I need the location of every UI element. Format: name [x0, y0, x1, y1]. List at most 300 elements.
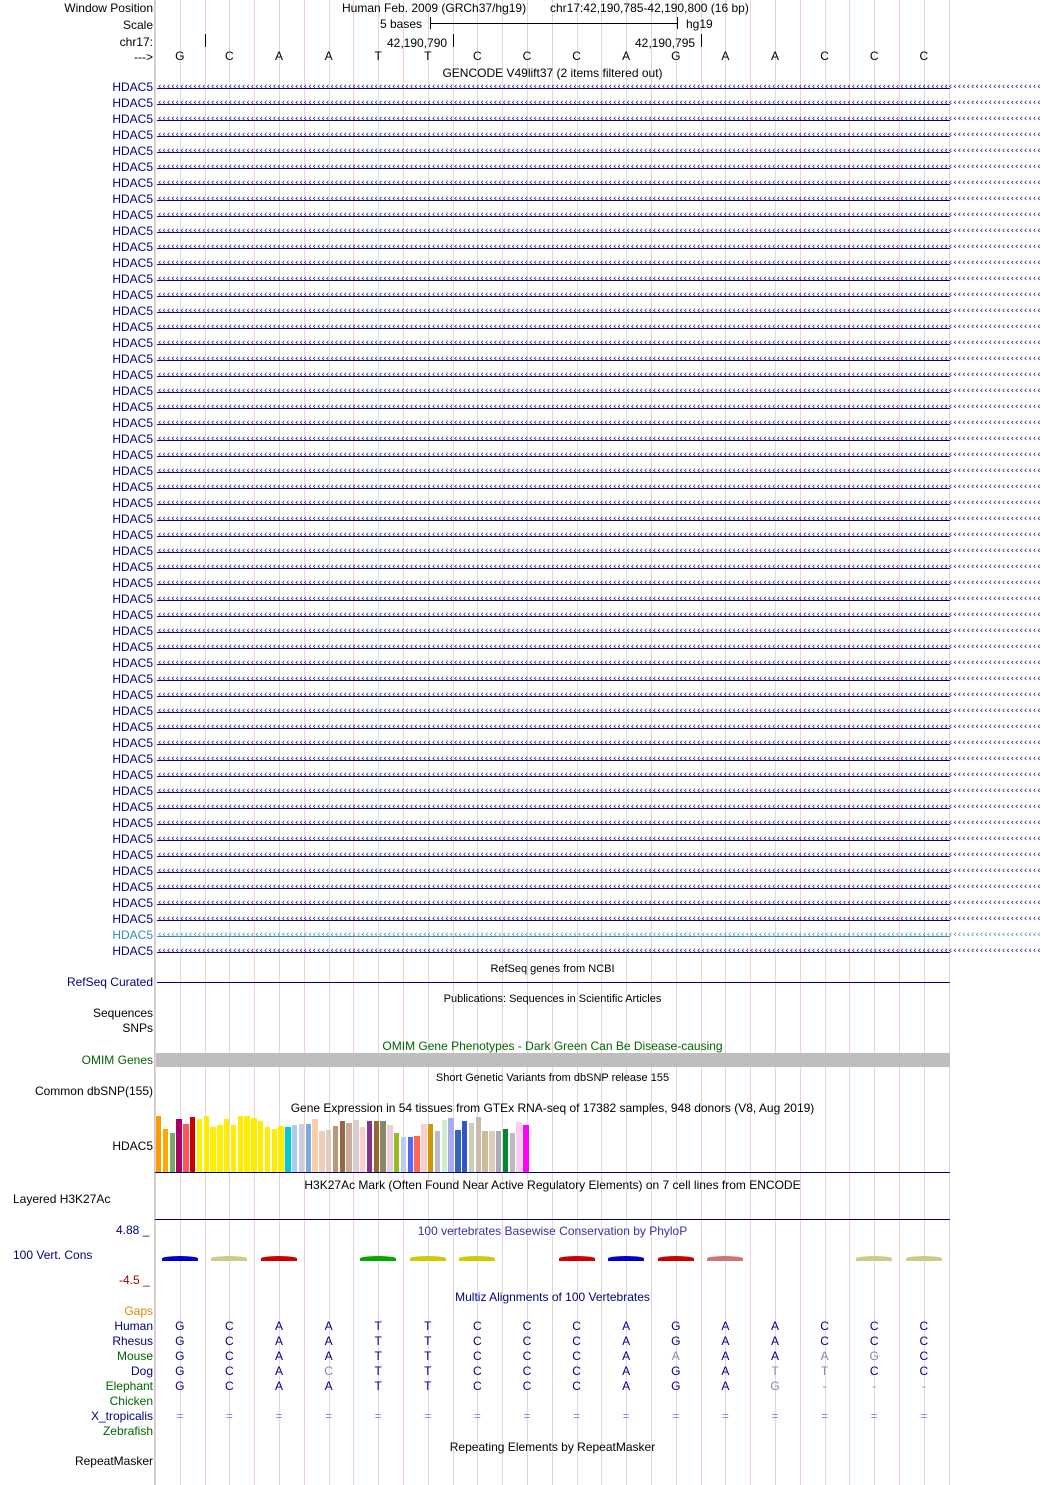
alignment-base: = [473, 1409, 481, 1423]
alignment-base: C [820, 1334, 829, 1348]
alignment-base: = [523, 1409, 531, 1423]
gencode-gene-label[interactable]: HDAC5 [112, 480, 153, 494]
alignment-base: C [225, 1379, 234, 1393]
gencode-gene-label[interactable]: HDAC5 [112, 288, 153, 302]
sequence-base: G [175, 49, 185, 63]
dbsnp-label[interactable]: Common dbSNP(155) [34, 1084, 153, 1098]
alignment-base: C [473, 1364, 482, 1378]
alignment-base: A [622, 1334, 631, 1348]
gencode-strand-arrows: ‹‹‹‹‹‹‹‹‹‹‹‹‹‹‹‹‹‹‹‹‹‹‹‹‹‹‹‹‹‹‹‹‹‹‹‹‹‹‹‹‹‹‹‹‹‹‹‹‹‹‹‹‹‹‹‹‹‹‹‹‹‹‹‹‹‹‹‹‹‹‹‹‹‹‹‹‹‹‹‹‹‹‹‹‹‹‹‹‹‹‹‹‹‹‹‹‹‹‹‹‹‹‹‹‹‹‹‹‹‹‹‹‹‹‹‹‹‹‹‹‹‹‹‹‹‹‹‹‹‹‹‹‹‹‹‹‹‹‹‹‹‹‹‹‹‹‹‹‹‹‹‹‹‹‹‹‹‹‹‹‹‹‹‹‹‹‹‹‹‹‹‹‹‹‹‹‹‹‹‹‹‹‹‹‹‹‹‹‹‹‹‹‹‹‹‹‹‹‹‹ [157, 402, 1041, 412]
gencode-strand-arrows: ‹‹‹‹‹‹‹‹‹‹‹‹‹‹‹‹‹‹‹‹‹‹‹‹‹‹‹‹‹‹‹‹‹‹‹‹‹‹‹‹‹‹‹‹‹‹‹‹‹‹‹‹‹‹‹‹‹‹‹‹‹‹‹‹‹‹‹‹‹‹‹‹‹‹‹‹‹‹‹‹‹‹‹‹‹‹‹‹‹‹‹‹‹‹‹‹‹‹‹‹‹‹‹‹‹‹‹‹‹‹‹‹‹‹‹‹‹‹‹‹‹‹‹‹‹‹‹‹‹‹‹‹‹‹‹‹‹‹‹‹‹‹‹‹‹‹‹‹‹‹‹‹‹‹‹‹‹‹‹‹‹‹‹‹‹‹‹‹‹‹‹‹‹‹‹‹‹‹‹‹‹‹‹‹‹‹‹‹‹‹‹‹‹‹‹‹‹‹‹‹ [157, 178, 1041, 188]
gencode-gene-label[interactable]: HDAC5 [112, 192, 153, 206]
gencode-strand-arrows: ‹‹‹‹‹‹‹‹‹‹‹‹‹‹‹‹‹‹‹‹‹‹‹‹‹‹‹‹‹‹‹‹‹‹‹‹‹‹‹‹‹‹‹‹‹‹‹‹‹‹‹‹‹‹‹‹‹‹‹‹‹‹‹‹‹‹‹‹‹‹‹‹‹‹‹‹‹‹‹‹‹‹‹‹‹‹‹‹‹‹‹‹‹‹‹‹‹‹‹‹‹‹‹‹‹‹‹‹‹‹‹‹‹‹‹‹‹‹‹‹‹‹‹‹‹‹‹‹‹‹‹‹‹‹‹‹‹‹‹‹‹‹‹‹‹‹‹‹‹‹‹‹‹‹‹‹‹‹‹‹‹‹‹‹‹‹‹‹‹‹‹‹‹‹‹‹‹‹‹‹‹‹‹‹‹‹‹‹‹‹‹‹‹‹‹‹‹‹‹‹ [157, 370, 1041, 380]
gtex-tissue-bar[interactable] [374, 1121, 379, 1172]
gencode-gene-label[interactable]: HDAC5 [112, 768, 153, 782]
gtex-tissue-bar[interactable] [306, 1124, 311, 1172]
alignment-base: = [672, 1409, 680, 1423]
gtex-tissue-bar[interactable] [482, 1131, 487, 1172]
sequence-base: A [622, 49, 631, 63]
alignment-base: G [175, 1349, 185, 1363]
gencode-gene-label[interactable]: HDAC5 [112, 336, 153, 350]
alignment-base: = [225, 1409, 233, 1423]
gtex-tissue-bar[interactable] [278, 1126, 283, 1172]
gencode-gene-label[interactable]: HDAC5 [112, 656, 153, 670]
gencode-strand-arrows: ‹‹‹‹‹‹‹‹‹‹‹‹‹‹‹‹‹‹‹‹‹‹‹‹‹‹‹‹‹‹‹‹‹‹‹‹‹‹‹‹‹‹‹‹‹‹‹‹‹‹‹‹‹‹‹‹‹‹‹‹‹‹‹‹‹‹‹‹‹‹‹‹‹‹‹‹‹‹‹‹‹‹‹‹‹‹‹‹‹‹‹‹‹‹‹‹‹‹‹‹‹‹‹‹‹‹‹‹‹‹‹‹‹‹‹‹‹‹‹‹‹‹‹‹‹‹‹‹‹‹‹‹‹‹‹‹‹‹‹‹‹‹‹‹‹‹‹‹‹‹‹‹‹‹‹‹‹‹‹‹‹‹‹‹‹‹‹‹‹‹‹‹‹‹‹‹‹‹‹‹‹‹‹‹‹‹‹‹‹‹‹‹‹‹‹‹‹‹‹‹ [157, 914, 1041, 924]
scale-label: Scale [122, 18, 153, 32]
phylop-score-glyph [906, 1256, 942, 1261]
gtex-tissue-bar[interactable] [156, 1116, 161, 1172]
gencode-strand-arrows: ‹‹‹‹‹‹‹‹‹‹‹‹‹‹‹‹‹‹‹‹‹‹‹‹‹‹‹‹‹‹‹‹‹‹‹‹‹‹‹‹‹‹‹‹‹‹‹‹‹‹‹‹‹‹‹‹‹‹‹‹‹‹‹‹‹‹‹‹‹‹‹‹‹‹‹‹‹‹‹‹‹‹‹‹‹‹‹‹‹‹‹‹‹‹‹‹‹‹‹‹‹‹‹‹‹‹‹‹‹‹‹‹‹‹‹‹‹‹‹‹‹‹‹‹‹‹‹‹‹‹‹‹‹‹‹‹‹‹‹‹‹‹‹‹‹‹‹‹‹‹‹‹‹‹‹‹‹‹‹‹‹‹‹‹‹‹‹‹‹‹‹‹‹‹‹‹‹‹‹‹‹‹‹‹‹‹‹‹‹‹‹‹‹‹‹‹‹‹‹‹ [157, 130, 1041, 140]
gencode-gene-label[interactable]: HDAC5 [112, 416, 153, 430]
alignment-base: A [324, 1334, 333, 1348]
gencode-strand-arrows: ‹‹‹‹‹‹‹‹‹‹‹‹‹‹‹‹‹‹‹‹‹‹‹‹‹‹‹‹‹‹‹‹‹‹‹‹‹‹‹‹‹‹‹‹‹‹‹‹‹‹‹‹‹‹‹‹‹‹‹‹‹‹‹‹‹‹‹‹‹‹‹‹‹‹‹‹‹‹‹‹‹‹‹‹‹‹‹‹‹‹‹‹‹‹‹‹‹‹‹‹‹‹‹‹‹‹‹‹‹‹‹‹‹‹‹‹‹‹‹‹‹‹‹‹‹‹‹‹‹‹‹‹‹‹‹‹‹‹‹‹‹‹‹‹‹‹‹‹‹‹‹‹‹‹‹‹‹‹‹‹‹‹‹‹‹‹‹‹‹‹‹‹‹‹‹‹‹‹‹‹‹‹‹‹‹‹‹‹‹‹‹‹‹‹‹‹‹‹‹‹ [157, 162, 1041, 172]
gtex-tissue-bar[interactable] [346, 1123, 351, 1172]
alignment-base: C [572, 1319, 581, 1333]
alignment-base: C [919, 1319, 929, 1333]
alignment-base: C [473, 1379, 482, 1393]
gencode-strand-arrows: ‹‹‹‹‹‹‹‹‹‹‹‹‹‹‹‹‹‹‹‹‹‹‹‹‹‹‹‹‹‹‹‹‹‹‹‹‹‹‹‹‹‹‹‹‹‹‹‹‹‹‹‹‹‹‹‹‹‹‹‹‹‹‹‹‹‹‹‹‹‹‹‹‹‹‹‹‹‹‹‹‹‹‹‹‹‹‹‹‹‹‹‹‹‹‹‹‹‹‹‹‹‹‹‹‹‹‹‹‹‹‹‹‹‹‹‹‹‹‹‹‹‹‹‹‹‹‹‹‹‹‹‹‹‹‹‹‹‹‹‹‹‹‹‹‹‹‹‹‹‹‹‹‹‹‹‹‹‹‹‹‹‹‹‹‹‹‹‹‹‹‹‹‹‹‹‹‹‹‹‹‹‹‹‹‹‹‹‹‹‹‹‹‹‹‹‹‹‹‹‹ [157, 466, 1041, 476]
phylop-score-glyph [559, 1256, 595, 1261]
gtex-tissue-bar[interactable] [516, 1122, 521, 1172]
gtex-tissue-bar[interactable] [469, 1123, 474, 1172]
gtex-tissue-bar[interactable] [217, 1125, 222, 1172]
gencode-strand-arrows: ‹‹‹‹‹‹‹‹‹‹‹‹‹‹‹‹‹‹‹‹‹‹‹‹‹‹‹‹‹‹‹‹‹‹‹‹‹‹‹‹‹‹‹‹‹‹‹‹‹‹‹‹‹‹‹‹‹‹‹‹‹‹‹‹‹‹‹‹‹‹‹‹‹‹‹‹‹‹‹‹‹‹‹‹‹‹‹‹‹‹‹‹‹‹‹‹‹‹‹‹‹‹‹‹‹‹‹‹‹‹‹‹‹‹‹‹‹‹‹‹‹‹‹‹‹‹‹‹‹‹‹‹‹‹‹‹‹‹‹‹‹‹‹‹‹‹‹‹‹‹‹‹‹‹‹‹‹‹‹‹‹‹‹‹‹‹‹‹‹‹‹‹‹‹‹‹‹‹‹‹‹‹‹‹‹‹‹‹‹‹‹‹‹‹‹‹‹‹‹‹ [157, 450, 1041, 460]
strand-label: ---> [134, 50, 153, 64]
gencode-gene-label[interactable]: HDAC5 [112, 448, 153, 462]
gtex-tissue-bar[interactable] [523, 1125, 528, 1172]
gencode-strand-arrows: ‹‹‹‹‹‹‹‹‹‹‹‹‹‹‹‹‹‹‹‹‹‹‹‹‹‹‹‹‹‹‹‹‹‹‹‹‹‹‹‹‹‹‹‹‹‹‹‹‹‹‹‹‹‹‹‹‹‹‹‹‹‹‹‹‹‹‹‹‹‹‹‹‹‹‹‹‹‹‹‹‹‹‹‹‹‹‹‹‹‹‹‹‹‹‹‹‹‹‹‹‹‹‹‹‹‹‹‹‹‹‹‹‹‹‹‹‹‹‹‹‹‹‹‹‹‹‹‹‹‹‹‹‹‹‹‹‹‹‹‹‹‹‹‹‹‹‹‹‹‹‹‹‹‹‹‹‹‹‹‹‹‹‹‹‹‹‹‹‹‹‹‹‹‹‹‹‹‹‹‹‹‹‹‹‹‹‹‹‹‹‹‹‹‹‹‹‹‹‹‹ [157, 834, 1041, 844]
gtex-tissue-bar[interactable] [265, 1127, 270, 1172]
gtex-tissue-bar[interactable] [210, 1127, 215, 1172]
alignment-base: G [671, 1364, 681, 1378]
alignment-base: C [473, 1349, 482, 1363]
alignment-base: A [770, 1319, 779, 1333]
gtex-tissue-bar[interactable] [489, 1131, 494, 1172]
gencode-gene-label[interactable]: HDAC5 [112, 320, 153, 334]
alignment-base: A [721, 1334, 730, 1348]
alignment-base: = [622, 1409, 630, 1423]
alignment-base: G [175, 1364, 185, 1378]
gtex-tissue-bar[interactable] [285, 1127, 290, 1172]
gencode-gene-label[interactable]: HDAC5 [112, 672, 153, 686]
gencode-strand-arrows: ‹‹‹‹‹‹‹‹‹‹‹‹‹‹‹‹‹‹‹‹‹‹‹‹‹‹‹‹‹‹‹‹‹‹‹‹‹‹‹‹‹‹‹‹‹‹‹‹‹‹‹‹‹‹‹‹‹‹‹‹‹‹‹‹‹‹‹‹‹‹‹‹‹‹‹‹‹‹‹‹‹‹‹‹‹‹‹‹‹‹‹‹‹‹‹‹‹‹‹‹‹‹‹‹‹‹‹‹‹‹‹‹‹‹‹‹‹‹‹‹‹‹‹‹‹‹‹‹‹‹‹‹‹‹‹‹‹‹‹‹‹‹‹‹‹‹‹‹‹‹‹‹‹‹‹‹‹‹‹‹‹‹‹‹‹‹‹‹‹‹‹‹‹‹‹‹‹‹‹‹‹‹‹‹‹‹‹‹‹‹‹‹‹‹‹‹‹‹‹‹ [157, 850, 1041, 860]
alignment-base: A [622, 1349, 631, 1363]
gencode-strand-arrows: ‹‹‹‹‹‹‹‹‹‹‹‹‹‹‹‹‹‹‹‹‹‹‹‹‹‹‹‹‹‹‹‹‹‹‹‹‹‹‹‹‹‹‹‹‹‹‹‹‹‹‹‹‹‹‹‹‹‹‹‹‹‹‹‹‹‹‹‹‹‹‹‹‹‹‹‹‹‹‹‹‹‹‹‹‹‹‹‹‹‹‹‹‹‹‹‹‹‹‹‹‹‹‹‹‹‹‹‹‹‹‹‹‹‹‹‹‹‹‹‹‹‹‹‹‹‹‹‹‹‹‹‹‹‹‹‹‹‹‹‹‹‹‹‹‹‹‹‹‹‹‹‹‹‹‹‹‹‹‹‹‹‹‹‹‹‹‹‹‹‹‹‹‹‹‹‹‹‹‹‹‹‹‹‹‹‹‹‹‹‹‹‹‹‹‹‹‹‹‹‹ [157, 514, 1041, 524]
gencode-strand-arrows: ‹‹‹‹‹‹‹‹‹‹‹‹‹‹‹‹‹‹‹‹‹‹‹‹‹‹‹‹‹‹‹‹‹‹‹‹‹‹‹‹‹‹‹‹‹‹‹‹‹‹‹‹‹‹‹‹‹‹‹‹‹‹‹‹‹‹‹‹‹‹‹‹‹‹‹‹‹‹‹‹‹‹‹‹‹‹‹‹‹‹‹‹‹‹‹‹‹‹‹‹‹‹‹‹‹‹‹‹‹‹‹‹‹‹‹‹‹‹‹‹‹‹‹‹‹‹‹‹‹‹‹‹‹‹‹‹‹‹‹‹‹‹‹‹‹‹‹‹‹‹‹‹‹‹‹‹‹‹‹‹‹‹‹‹‹‹‹‹‹‹‹‹‹‹‹‹‹‹‹‹‹‹‹‹‹‹‹‹‹‹‹‹‹‹‹‹‹‹‹‹ [157, 306, 1041, 316]
alignment-base: A [770, 1334, 779, 1348]
gencode-gene-label[interactable]: HDAC5 [112, 496, 153, 510]
multiz-species-elephant[interactable]: Elephant [105, 1379, 153, 1393]
gtex-tissue-bar[interactable] [367, 1121, 372, 1172]
alignment-base: G [770, 1379, 780, 1393]
gtex-tissue-bar[interactable] [326, 1130, 331, 1172]
gencode-strand-arrows: ‹‹‹‹‹‹‹‹‹‹‹‹‹‹‹‹‹‹‹‹‹‹‹‹‹‹‹‹‹‹‹‹‹‹‹‹‹‹‹‹‹‹‹‹‹‹‹‹‹‹‹‹‹‹‹‹‹‹‹‹‹‹‹‹‹‹‹‹‹‹‹‹‹‹‹‹‹‹‹‹‹‹‹‹‹‹‹‹‹‹‹‹‹‹‹‹‹‹‹‹‹‹‹‹‹‹‹‹‹‹‹‹‹‹‹‹‹‹‹‹‹‹‹‹‹‹‹‹‹‹‹‹‹‹‹‹‹‹‹‹‹‹‹‹‹‹‹‹‹‹‹‹‹‹‹‹‹‹‹‹‹‹‹‹‹‹‹‹‹‹‹‹‹‹‹‹‹‹‹‹‹‹‹‹‹‹‹‹‹‹‹‹‹‹‹‹‹‹‹‹ [157, 386, 1041, 396]
gencode-gene-label[interactable]: HDAC5 [112, 832, 153, 846]
alignment-base: A [721, 1364, 730, 1378]
gencode-gene-label[interactable]: HDAC5 [112, 544, 153, 558]
gtex-tissue-bar[interactable] [353, 1120, 358, 1172]
phylop-score-glyph [360, 1256, 396, 1261]
gencode-gene-label[interactable]: HDAC5 [112, 224, 153, 238]
sequence-base: C [473, 49, 482, 63]
alignment-base: C [919, 1364, 929, 1378]
gencode-strand-arrows: ‹‹‹‹‹‹‹‹‹‹‹‹‹‹‹‹‹‹‹‹‹‹‹‹‹‹‹‹‹‹‹‹‹‹‹‹‹‹‹‹‹‹‹‹‹‹‹‹‹‹‹‹‹‹‹‹‹‹‹‹‹‹‹‹‹‹‹‹‹‹‹‹‹‹‹‹‹‹‹‹‹‹‹‹‹‹‹‹‹‹‹‹‹‹‹‹‹‹‹‹‹‹‹‹‹‹‹‹‹‹‹‹‹‹‹‹‹‹‹‹‹‹‹‹‹‹‹‹‹‹‹‹‹‹‹‹‹‹‹‹‹‹‹‹‹‹‹‹‹‹‹‹‹‹‹‹‹‹‹‹‹‹‹‹‹‹‹‹‹‹‹‹‹‹‹‹‹‹‹‹‹‹‹‹‹‹‹‹‹‹‹‹‹‹‹‹‹‹‹‹ [157, 898, 1041, 908]
gtex-tissue-bar[interactable] [170, 1133, 175, 1172]
sequence-base: A [770, 49, 779, 63]
multiz-species-chicken[interactable]: Chicken [109, 1394, 153, 1408]
gencode-gene-label[interactable]: HDAC5 [112, 80, 153, 94]
alignment-base: C [324, 1364, 333, 1378]
sequence-base: T [374, 49, 382, 63]
publications-label-2[interactable]: SNPs [122, 1021, 153, 1035]
gencode-strand-arrows: ‹‹‹‹‹‹‹‹‹‹‹‹‹‹‹‹‹‹‹‹‹‹‹‹‹‹‹‹‹‹‹‹‹‹‹‹‹‹‹‹‹‹‹‹‹‹‹‹‹‹‹‹‹‹‹‹‹‹‹‹‹‹‹‹‹‹‹‹‹‹‹‹‹‹‹‹‹‹‹‹‹‹‹‹‹‹‹‹‹‹‹‹‹‹‹‹‹‹‹‹‹‹‹‹‹‹‹‹‹‹‹‹‹‹‹‹‹‹‹‹‹‹‹‹‹‹‹‹‹‹‹‹‹‹‹‹‹‹‹‹‹‹‹‹‹‹‹‹‹‹‹‹‹‹‹‹‹‹‹‹‹‹‹‹‹‹‹‹‹‹‹‹‹‹‹‹‹‹‹‹‹‹‹‹‹‹‹‹‹‹‹‹‹‹‹‹‹‹‹‹ [157, 258, 1041, 268]
alignment-base: C [572, 1364, 581, 1378]
phylop-score-glyph [608, 1256, 644, 1261]
alignment-base: = [870, 1409, 878, 1423]
gencode-strand-arrows: ‹‹‹‹‹‹‹‹‹‹‹‹‹‹‹‹‹‹‹‹‹‹‹‹‹‹‹‹‹‹‹‹‹‹‹‹‹‹‹‹‹‹‹‹‹‹‹‹‹‹‹‹‹‹‹‹‹‹‹‹‹‹‹‹‹‹‹‹‹‹‹‹‹‹‹‹‹‹‹‹‹‹‹‹‹‹‹‹‹‹‹‹‹‹‹‹‹‹‹‹‹‹‹‹‹‹‹‹‹‹‹‹‹‹‹‹‹‹‹‹‹‹‹‹‹‹‹‹‹‹‹‹‹‹‹‹‹‹‹‹‹‹‹‹‹‹‹‹‹‹‹‹‹‹‹‹‹‹‹‹‹‹‹‹‹‹‹‹‹‹‹‹‹‹‹‹‹‹‹‹‹‹‹‹‹‹‹‹‹‹‹‹‹‹‹‹‹‹‹‹ [157, 210, 1041, 220]
gtex-tissue-bar[interactable] [476, 1117, 481, 1172]
gencode-gene-label[interactable]: HDAC5 [112, 400, 153, 414]
gencode-strand-arrows: ‹‹‹‹‹‹‹‹‹‹‹‹‹‹‹‹‹‹‹‹‹‹‹‹‹‹‹‹‹‹‹‹‹‹‹‹‹‹‹‹‹‹‹‹‹‹‹‹‹‹‹‹‹‹‹‹‹‹‹‹‹‹‹‹‹‹‹‹‹‹‹‹‹‹‹‹‹‹‹‹‹‹‹‹‹‹‹‹‹‹‹‹‹‹‹‹‹‹‹‹‹‹‹‹‹‹‹‹‹‹‹‹‹‹‹‹‹‹‹‹‹‹‹‹‹‹‹‹‹‹‹‹‹‹‹‹‹‹‹‹‹‹‹‹‹‹‹‹‹‹‹‹‹‹‹‹‹‹‹‹‹‹‹‹‹‹‹‹‹‹‹‹‹‹‹‹‹‹‹‹‹‹‹‹‹‹‹‹‹‹‹‹‹‹‹‹‹‹‹‹ [157, 866, 1041, 876]
alignment-base: C [225, 1364, 234, 1378]
gencode-gene-label[interactable]: HDAC5 [112, 720, 153, 734]
alignment-base: = [275, 1409, 283, 1423]
gtex-tissue-bar[interactable] [442, 1120, 447, 1172]
alignment-base: A [274, 1334, 283, 1348]
alignment-base: A [324, 1319, 333, 1333]
gtex-tissue-bar[interactable] [421, 1124, 426, 1172]
gtex-tissue-bar[interactable] [394, 1133, 399, 1172]
multiz-species-human[interactable]: Human [114, 1319, 153, 1333]
gtex-tissue-bar[interactable] [231, 1125, 236, 1172]
gencode-strand-arrows: ‹‹‹‹‹‹‹‹‹‹‹‹‹‹‹‹‹‹‹‹‹‹‹‹‹‹‹‹‹‹‹‹‹‹‹‹‹‹‹‹‹‹‹‹‹‹‹‹‹‹‹‹‹‹‹‹‹‹‹‹‹‹‹‹‹‹‹‹‹‹‹‹‹‹‹‹‹‹‹‹‹‹‹‹‹‹‹‹‹‹‹‹‹‹‹‹‹‹‹‹‹‹‹‹‹‹‹‹‹‹‹‹‹‹‹‹‹‹‹‹‹‹‹‹‹‹‹‹‹‹‹‹‹‹‹‹‹‹‹‹‹‹‹‹‹‹‹‹‹‹‹‹‹‹‹‹‹‹‹‹‹‹‹‹‹‹‹‹‹‹‹‹‹‹‹‹‹‹‹‹‹‹‹‹‹‹‹‹‹‹‹‹‹‹‹‹‹‹‹‹ [157, 930, 1041, 940]
gtex-tissue-bar[interactable] [455, 1130, 460, 1172]
gencode-gene-label[interactable]: HDAC5 [112, 560, 153, 574]
multiz-species-mouse[interactable]: Mouse [116, 1349, 153, 1363]
alignment-base: C [919, 1349, 929, 1363]
refseq-label[interactable]: RefSeq Curated [66, 975, 153, 989]
repeatmasker-title: Repeating Elements by RepeatMasker [449, 1440, 656, 1454]
gtex-label[interactable]: HDAC5 [112, 1139, 153, 1153]
gencode-strand-arrows: ‹‹‹‹‹‹‹‹‹‹‹‹‹‹‹‹‹‹‹‹‹‹‹‹‹‹‹‹‹‹‹‹‹‹‹‹‹‹‹‹‹‹‹‹‹‹‹‹‹‹‹‹‹‹‹‹‹‹‹‹‹‹‹‹‹‹‹‹‹‹‹‹‹‹‹‹‹‹‹‹‹‹‹‹‹‹‹‹‹‹‹‹‹‹‹‹‹‹‹‹‹‹‹‹‹‹‹‹‹‹‹‹‹‹‹‹‹‹‹‹‹‹‹‹‹‹‹‹‹‹‹‹‹‹‹‹‹‹‹‹‹‹‹‹‹‹‹‹‹‹‹‹‹‹‹‹‹‹‹‹‹‹‹‹‹‹‹‹‹‹‹‹‹‹‹‹‹‹‹‹‹‹‹‹‹‹‹‹‹‹‹‹‹‹‹‹‹‹‹‹ [157, 322, 1041, 332]
gencode-gene-label[interactable]: HDAC5 [112, 128, 153, 142]
gencode-strand-arrows: ‹‹‹‹‹‹‹‹‹‹‹‹‹‹‹‹‹‹‹‹‹‹‹‹‹‹‹‹‹‹‹‹‹‹‹‹‹‹‹‹‹‹‹‹‹‹‹‹‹‹‹‹‹‹‹‹‹‹‹‹‹‹‹‹‹‹‹‹‹‹‹‹‹‹‹‹‹‹‹‹‹‹‹‹‹‹‹‹‹‹‹‹‹‹‹‹‹‹‹‹‹‹‹‹‹‹‹‹‹‹‹‹‹‹‹‹‹‹‹‹‹‹‹‹‹‹‹‹‹‹‹‹‹‹‹‹‹‹‹‹‹‹‹‹‹‹‹‹‹‹‹‹‹‹‹‹‹‹‹‹‹‹‹‹‹‹‹‹‹‹‹‹‹‹‹‹‹‹‹‹‹‹‹‹‹‹‹‹‹‹‹‹‹‹‹‹‹‹‹‹ [157, 290, 1041, 300]
omim-title: OMIM Gene Phenotypes - Dark Green Can Be Disease-causing [382, 1039, 723, 1053]
gencode-gene-label[interactable]: HDAC5 [112, 784, 153, 798]
multiz-species-zebrafish[interactable]: Zebrafish [102, 1424, 153, 1438]
gencode-gene-label[interactable]: HDAC5 [112, 176, 153, 190]
gencode-gene-label[interactable]: HDAC5 [112, 352, 153, 366]
alignment-base: C [473, 1334, 482, 1348]
gtex-tissue-bar[interactable] [204, 1116, 209, 1172]
gtex-tissue-bar[interactable] [462, 1121, 467, 1172]
gencode-gene-label[interactable]: HDAC5 [112, 464, 153, 478]
gencode-strand-arrows: ‹‹‹‹‹‹‹‹‹‹‹‹‹‹‹‹‹‹‹‹‹‹‹‹‹‹‹‹‹‹‹‹‹‹‹‹‹‹‹‹‹‹‹‹‹‹‹‹‹‹‹‹‹‹‹‹‹‹‹‹‹‹‹‹‹‹‹‹‹‹‹‹‹‹‹‹‹‹‹‹‹‹‹‹‹‹‹‹‹‹‹‹‹‹‹‹‹‹‹‹‹‹‹‹‹‹‹‹‹‹‹‹‹‹‹‹‹‹‹‹‹‹‹‹‹‹‹‹‹‹‹‹‹‹‹‹‹‹‹‹‹‹‹‹‹‹‹‹‹‹‹‹‹‹‹‹‹‹‹‹‹‹‹‹‹‹‹‹‹‹‹‹‹‹‹‹‹‹‹‹‹‹‹‹‹‹‹‹‹‹‹‹‹‹‹‹‹‹‹‹ [157, 658, 1041, 668]
gencode-strand-arrows: ‹‹‹‹‹‹‹‹‹‹‹‹‹‹‹‹‹‹‹‹‹‹‹‹‹‹‹‹‹‹‹‹‹‹‹‹‹‹‹‹‹‹‹‹‹‹‹‹‹‹‹‹‹‹‹‹‹‹‹‹‹‹‹‹‹‹‹‹‹‹‹‹‹‹‹‹‹‹‹‹‹‹‹‹‹‹‹‹‹‹‹‹‹‹‹‹‹‹‹‹‹‹‹‹‹‹‹‹‹‹‹‹‹‹‹‹‹‹‹‹‹‹‹‹‹‹‹‹‹‹‹‹‹‹‹‹‹‹‹‹‹‹‹‹‹‹‹‹‹‹‹‹‹‹‹‹‹‹‹‹‹‹‹‹‹‹‹‹‹‹‹‹‹‹‹‹‹‹‹‹‹‹‹‹‹‹‹‹‹‹‹‹‹‹‹‹‹‹‹‹ [157, 610, 1041, 620]
alignment-base: = [325, 1409, 333, 1423]
alignment-base: G [175, 1379, 185, 1393]
alignment-base: C [869, 1319, 879, 1333]
gencode-strand-arrows: ‹‹‹‹‹‹‹‹‹‹‹‹‹‹‹‹‹‹‹‹‹‹‹‹‹‹‹‹‹‹‹‹‹‹‹‹‹‹‹‹‹‹‹‹‹‹‹‹‹‹‹‹‹‹‹‹‹‹‹‹‹‹‹‹‹‹‹‹‹‹‹‹‹‹‹‹‹‹‹‹‹‹‹‹‹‹‹‹‹‹‹‹‹‹‹‹‹‹‹‹‹‹‹‹‹‹‹‹‹‹‹‹‹‹‹‹‹‹‹‹‹‹‹‹‹‹‹‹‹‹‹‹‹‹‹‹‹‹‹‹‹‹‹‹‹‹‹‹‹‹‹‹‹‹‹‹‹‹‹‹‹‹‹‹‹‹‹‹‹‹‹‹‹‹‹‹‹‹‹‹‹‹‹‹‹‹‹‹‹‹‹‹‹‹‹‹‹‹‹‹ [157, 82, 1041, 92]
alignment-base: T [820, 1364, 829, 1378]
alignment-base: G [175, 1319, 185, 1333]
alignment-base: - [822, 1379, 827, 1393]
sequence-base: C [522, 49, 532, 63]
sequence-base: A [274, 49, 283, 63]
phylop-score-glyph [658, 1256, 694, 1261]
gencode-gene-label[interactable]: HDAC5 [112, 512, 153, 526]
gtex-tissue-bar[interactable] [510, 1133, 515, 1172]
alignment-base: A [622, 1379, 631, 1393]
gaps-label[interactable]: Gaps [124, 1304, 153, 1318]
position-text: chr17:42,190,785-42,190,800 (16 bp) [550, 1, 749, 15]
gtex-tissue-bar[interactable] [244, 1116, 249, 1172]
alignment-base: A [622, 1319, 631, 1333]
phylop-min: -4.5 _ [119, 1273, 150, 1287]
gencode-gene-label[interactable]: HDAC5 [112, 368, 153, 382]
alignment-base: A [671, 1349, 680, 1363]
gtex-tissue-bar[interactable] [401, 1137, 406, 1172]
gencode-strand-arrows: ‹‹‹‹‹‹‹‹‹‹‹‹‹‹‹‹‹‹‹‹‹‹‹‹‹‹‹‹‹‹‹‹‹‹‹‹‹‹‹‹‹‹‹‹‹‹‹‹‹‹‹‹‹‹‹‹‹‹‹‹‹‹‹‹‹‹‹‹‹‹‹‹‹‹‹‹‹‹‹‹‹‹‹‹‹‹‹‹‹‹‹‹‹‹‹‹‹‹‹‹‹‹‹‹‹‹‹‹‹‹‹‹‹‹‹‹‹‹‹‹‹‹‹‹‹‹‹‹‹‹‹‹‹‹‹‹‹‹‹‹‹‹‹‹‹‹‹‹‹‹‹‹‹‹‹‹‹‹‹‹‹‹‹‹‹‹‹‹‹‹‹‹‹‹‹‹‹‹‹‹‹‹‹‹‹‹‹‹‹‹‹‹‹‹‹‹‹‹‹‹ [157, 818, 1041, 828]
alignment-base: = [176, 1409, 184, 1423]
gencode-gene-label[interactable]: HDAC5 [112, 848, 153, 862]
gencode-strand-arrows: ‹‹‹‹‹‹‹‹‹‹‹‹‹‹‹‹‹‹‹‹‹‹‹‹‹‹‹‹‹‹‹‹‹‹‹‹‹‹‹‹‹‹‹‹‹‹‹‹‹‹‹‹‹‹‹‹‹‹‹‹‹‹‹‹‹‹‹‹‹‹‹‹‹‹‹‹‹‹‹‹‹‹‹‹‹‹‹‹‹‹‹‹‹‹‹‹‹‹‹‹‹‹‹‹‹‹‹‹‹‹‹‹‹‹‹‹‹‹‹‹‹‹‹‹‹‹‹‹‹‹‹‹‹‹‹‹‹‹‹‹‹‹‹‹‹‹‹‹‹‹‹‹‹‹‹‹‹‹‹‹‹‹‹‹‹‹‹‹‹‹‹‹‹‹‹‹‹‹‹‹‹‹‹‹‹‹‹‹‹‹‹‹‹‹‹‹‹‹‹‹ [157, 562, 1041, 572]
gencode-strand-arrows: ‹‹‹‹‹‹‹‹‹‹‹‹‹‹‹‹‹‹‹‹‹‹‹‹‹‹‹‹‹‹‹‹‹‹‹‹‹‹‹‹‹‹‹‹‹‹‹‹‹‹‹‹‹‹‹‹‹‹‹‹‹‹‹‹‹‹‹‹‹‹‹‹‹‹‹‹‹‹‹‹‹‹‹‹‹‹‹‹‹‹‹‹‹‹‹‹‹‹‹‹‹‹‹‹‹‹‹‹‹‹‹‹‹‹‹‹‹‹‹‹‹‹‹‹‹‹‹‹‹‹‹‹‹‹‹‹‹‹‹‹‹‹‹‹‹‹‹‹‹‹‹‹‹‹‹‹‹‹‹‹‹‹‹‹‹‹‹‹‹‹‹‹‹‹‹‹‹‹‹‹‹‹‹‹‹‹‹‹‹‹‹‹‹‹‹‹‹‹‹‹ [157, 354, 1041, 364]
gtex-tissue-bar[interactable] [258, 1121, 263, 1172]
alignment-base: T [424, 1319, 432, 1333]
alignment-base: C [919, 1334, 929, 1348]
alignment-base: A [770, 1349, 779, 1363]
alignment-base: C [225, 1319, 234, 1333]
gtex-tissue-bar[interactable] [448, 1118, 453, 1172]
alignment-base: A [324, 1349, 333, 1363]
coord-2: 42,190,795 [635, 36, 696, 50]
gencode-gene-label[interactable]: HDAC5 [112, 704, 153, 718]
grid-line [155, 0, 156, 1485]
omim-feature[interactable] [156, 1053, 950, 1067]
gencode-strand-arrows: ‹‹‹‹‹‹‹‹‹‹‹‹‹‹‹‹‹‹‹‹‹‹‹‹‹‹‹‹‹‹‹‹‹‹‹‹‹‹‹‹‹‹‹‹‹‹‹‹‹‹‹‹‹‹‹‹‹‹‹‹‹‹‹‹‹‹‹‹‹‹‹‹‹‹‹‹‹‹‹‹‹‹‹‹‹‹‹‹‹‹‹‹‹‹‹‹‹‹‹‹‹‹‹‹‹‹‹‹‹‹‹‹‹‹‹‹‹‹‹‹‹‹‹‹‹‹‹‹‹‹‹‹‹‹‹‹‹‹‹‹‹‹‹‹‹‹‹‹‹‹‹‹‹‹‹‹‹‹‹‹‹‹‹‹‹‹‹‹‹‹‹‹‹‹‹‹‹‹‹‹‹‹‹‹‹‹‹‹‹‹‹‹‹‹‹‹‹‹‹‹ [157, 114, 1041, 124]
gencode-gene-label[interactable]: HDAC5 [112, 608, 153, 622]
gencode-gene-label[interactable]: HDAC5 [112, 96, 153, 110]
gencode-gene-label[interactable]: HDAC5 [112, 800, 153, 814]
alignment-base: C [572, 1334, 581, 1348]
scale-bar [430, 17, 678, 29]
gencode-gene-label[interactable]: HDAC5 [112, 592, 153, 606]
repeatmasker-label[interactable]: RepeatMasker [74, 1454, 153, 1468]
sequence-base: C [225, 49, 234, 63]
gencode-gene-label[interactable]: HDAC5 [112, 160, 153, 174]
alignment-base: C [522, 1364, 532, 1378]
gencode-strand-arrows: ‹‹‹‹‹‹‹‹‹‹‹‹‹‹‹‹‹‹‹‹‹‹‹‹‹‹‹‹‹‹‹‹‹‹‹‹‹‹‹‹‹‹‹‹‹‹‹‹‹‹‹‹‹‹‹‹‹‹‹‹‹‹‹‹‹‹‹‹‹‹‹‹‹‹‹‹‹‹‹‹‹‹‹‹‹‹‹‹‹‹‹‹‹‹‹‹‹‹‹‹‹‹‹‹‹‹‹‹‹‹‹‹‹‹‹‹‹‹‹‹‹‹‹‹‹‹‹‹‹‹‹‹‹‹‹‹‹‹‹‹‹‹‹‹‹‹‹‹‹‹‹‹‹‹‹‹‹‹‹‹‹‹‹‹‹‹‹‹‹‹‹‹‹‹‹‹‹‹‹‹‹‹‹‹‹‹‹‹‹‹‹‹‹‹‹‹‹‹‹‹ [157, 882, 1041, 892]
alignment-base: C [522, 1319, 532, 1333]
phylop-score-glyph [410, 1256, 446, 1261]
publications-label-1[interactable]: Sequences [92, 1006, 153, 1020]
gencode-gene-label[interactable]: HDAC5 [112, 928, 153, 942]
gtex-tissue-bar[interactable] [190, 1117, 195, 1172]
phylop-max: 4.88 _ [116, 1223, 150, 1237]
gtex-title: Gene Expression in 54 tissues from GTEx RNA-seq of 17382 samples, 948 donors (V8, Aug 2019) [290, 1101, 815, 1115]
gencode-gene-label[interactable]: HDAC5 [112, 880, 153, 894]
gencode-strand-arrows: ‹‹‹‹‹‹‹‹‹‹‹‹‹‹‹‹‹‹‹‹‹‹‹‹‹‹‹‹‹‹‹‹‹‹‹‹‹‹‹‹‹‹‹‹‹‹‹‹‹‹‹‹‹‹‹‹‹‹‹‹‹‹‹‹‹‹‹‹‹‹‹‹‹‹‹‹‹‹‹‹‹‹‹‹‹‹‹‹‹‹‹‹‹‹‹‹‹‹‹‹‹‹‹‹‹‹‹‹‹‹‹‹‹‹‹‹‹‹‹‹‹‹‹‹‹‹‹‹‹‹‹‹‹‹‹‹‹‹‹‹‹‹‹‹‹‹‹‹‹‹‹‹‹‹‹‹‹‹‹‹‹‹‹‹‹‹‹‹‹‹‹‹‹‹‹‹‹‹‹‹‹‹‹‹‹‹‹‹‹‹‹‹‹‹‹‹‹‹‹‹ [157, 274, 1041, 284]
alignment-base: G [671, 1379, 681, 1393]
gencode-gene-label[interactable]: HDAC5 [112, 944, 153, 958]
gtex-tissue-bar[interactable] [292, 1125, 297, 1172]
gencode-gene-label[interactable]: HDAC5 [112, 256, 153, 270]
alignment-base: T [424, 1379, 432, 1393]
gencode-strand-arrows: ‹‹‹‹‹‹‹‹‹‹‹‹‹‹‹‹‹‹‹‹‹‹‹‹‹‹‹‹‹‹‹‹‹‹‹‹‹‹‹‹‹‹‹‹‹‹‹‹‹‹‹‹‹‹‹‹‹‹‹‹‹‹‹‹‹‹‹‹‹‹‹‹‹‹‹‹‹‹‹‹‹‹‹‹‹‹‹‹‹‹‹‹‹‹‹‹‹‹‹‹‹‹‹‹‹‹‹‹‹‹‹‹‹‹‹‹‹‹‹‹‹‹‹‹‹‹‹‹‹‹‹‹‹‹‹‹‹‹‹‹‹‹‹‹‹‹‹‹‹‹‹‹‹‹‹‹‹‹‹‹‹‹‹‹‹‹‹‹‹‹‹‹‹‹‹‹‹‹‹‹‹‹‹‹‹‹‹‹‹‹‹‹‹‹‹‹‹‹‹‹ [157, 434, 1041, 444]
tick-mark [205, 34, 206, 47]
gencode-strand-arrows: ‹‹‹‹‹‹‹‹‹‹‹‹‹‹‹‹‹‹‹‹‹‹‹‹‹‹‹‹‹‹‹‹‹‹‹‹‹‹‹‹‹‹‹‹‹‹‹‹‹‹‹‹‹‹‹‹‹‹‹‹‹‹‹‹‹‹‹‹‹‹‹‹‹‹‹‹‹‹‹‹‹‹‹‹‹‹‹‹‹‹‹‹‹‹‹‹‹‹‹‹‹‹‹‹‹‹‹‹‹‹‹‹‹‹‹‹‹‹‹‹‹‹‹‹‹‹‹‹‹‹‹‹‹‹‹‹‹‹‹‹‹‹‹‹‹‹‹‹‹‹‹‹‹‹‹‹‹‹‹‹‹‹‹‹‹‹‹‹‹‹‹‹‹‹‹‹‹‹‹‹‹‹‹‹‹‹‹‹‹‹‹‹‹‹‹‹‹‹‹‹ [157, 754, 1041, 764]
alignment-base: T [374, 1379, 382, 1393]
alignment-base: = [374, 1409, 382, 1423]
coord-1: 42,190,790 [387, 36, 448, 50]
alignment-base: = [424, 1409, 432, 1423]
alignment-base: C [522, 1349, 532, 1363]
gencode-strand-arrows: ‹‹‹‹‹‹‹‹‹‹‹‹‹‹‹‹‹‹‹‹‹‹‹‹‹‹‹‹‹‹‹‹‹‹‹‹‹‹‹‹‹‹‹‹‹‹‹‹‹‹‹‹‹‹‹‹‹‹‹‹‹‹‹‹‹‹‹‹‹‹‹‹‹‹‹‹‹‹‹‹‹‹‹‹‹‹‹‹‹‹‹‹‹‹‹‹‹‹‹‹‹‹‹‹‹‹‹‹‹‹‹‹‹‹‹‹‹‹‹‹‹‹‹‹‹‹‹‹‹‹‹‹‹‹‹‹‹‹‹‹‹‹‹‹‹‹‹‹‹‹‹‹‹‹‹‹‹‹‹‹‹‹‹‹‹‹‹‹‹‹‹‹‹‹‹‹‹‹‹‹‹‹‹‹‹‹‹‹‹‹‹‹‹‹‹‹‹‹‹‹ [157, 146, 1041, 156]
multiz-species-rhesus[interactable]: Rhesus [112, 1334, 153, 1348]
refseq-feature[interactable] [157, 982, 950, 983]
gencode-strand-arrows: ‹‹‹‹‹‹‹‹‹‹‹‹‹‹‹‹‹‹‹‹‹‹‹‹‹‹‹‹‹‹‹‹‹‹‹‹‹‹‹‹‹‹‹‹‹‹‹‹‹‹‹‹‹‹‹‹‹‹‹‹‹‹‹‹‹‹‹‹‹‹‹‹‹‹‹‹‹‹‹‹‹‹‹‹‹‹‹‹‹‹‹‹‹‹‹‹‹‹‹‹‹‹‹‹‹‹‹‹‹‹‹‹‹‹‹‹‹‹‹‹‹‹‹‹‹‹‹‹‹‹‹‹‹‹‹‹‹‹‹‹‹‹‹‹‹‹‹‹‹‹‹‹‹‹‹‹‹‹‹‹‹‹‹‹‹‹‹‹‹‹‹‹‹‹‹‹‹‹‹‹‹‹‹‹‹‹‹‹‹‹‹‹‹‹‹‹‹‹‹‹ [157, 946, 1041, 956]
gencode-gene-label[interactable]: HDAC5 [112, 576, 153, 590]
gtex-tissue-bar[interactable] [272, 1129, 277, 1172]
h3k27ac-label[interactable]: Layered H3K27Ac [13, 1192, 111, 1206]
gencode-gene-label[interactable]: HDAC5 [112, 816, 153, 830]
sequence-base: A [324, 49, 333, 63]
gencode-strand-arrows: ‹‹‹‹‹‹‹‹‹‹‹‹‹‹‹‹‹‹‹‹‹‹‹‹‹‹‹‹‹‹‹‹‹‹‹‹‹‹‹‹‹‹‹‹‹‹‹‹‹‹‹‹‹‹‹‹‹‹‹‹‹‹‹‹‹‹‹‹‹‹‹‹‹‹‹‹‹‹‹‹‹‹‹‹‹‹‹‹‹‹‹‹‹‹‹‹‹‹‹‹‹‹‹‹‹‹‹‹‹‹‹‹‹‹‹‹‹‹‹‹‹‹‹‹‹‹‹‹‹‹‹‹‹‹‹‹‹‹‹‹‹‹‹‹‹‹‹‹‹‹‹‹‹‹‹‹‹‹‹‹‹‹‹‹‹‹‹‹‹‹‹‹‹‹‹‹‹‹‹‹‹‹‹‹‹‹‹‹‹‹‹‹‹‹‹‹‹‹‹‹ [157, 530, 1041, 540]
alignment-base: C [473, 1319, 482, 1333]
tick-mark [453, 34, 454, 47]
gtex-tissue-bar[interactable] [408, 1137, 413, 1172]
alignment-base: T [424, 1364, 432, 1378]
gencode-strand-arrows: ‹‹‹‹‹‹‹‹‹‹‹‹‹‹‹‹‹‹‹‹‹‹‹‹‹‹‹‹‹‹‹‹‹‹‹‹‹‹‹‹‹‹‹‹‹‹‹‹‹‹‹‹‹‹‹‹‹‹‹‹‹‹‹‹‹‹‹‹‹‹‹‹‹‹‹‹‹‹‹‹‹‹‹‹‹‹‹‹‹‹‹‹‹‹‹‹‹‹‹‹‹‹‹‹‹‹‹‹‹‹‹‹‹‹‹‹‹‹‹‹‹‹‹‹‹‹‹‹‹‹‹‹‹‹‹‹‹‹‹‹‹‹‹‹‹‹‹‹‹‹‹‹‹‹‹‹‹‹‹‹‹‹‹‹‹‹‹‹‹‹‹‹‹‹‹‹‹‹‹‹‹‹‹‹‹‹‹‹‹‹‹‹‹‹‹‹‹‹‹‹ [157, 594, 1041, 604]
h3k27ac-baseline [155, 1219, 950, 1220]
alignment-base: T [771, 1364, 779, 1378]
gencode-strand-arrows: ‹‹‹‹‹‹‹‹‹‹‹‹‹‹‹‹‹‹‹‹‹‹‹‹‹‹‹‹‹‹‹‹‹‹‹‹‹‹‹‹‹‹‹‹‹‹‹‹‹‹‹‹‹‹‹‹‹‹‹‹‹‹‹‹‹‹‹‹‹‹‹‹‹‹‹‹‹‹‹‹‹‹‹‹‹‹‹‹‹‹‹‹‹‹‹‹‹‹‹‹‹‹‹‹‹‹‹‹‹‹‹‹‹‹‹‹‹‹‹‹‹‹‹‹‹‹‹‹‹‹‹‹‹‹‹‹‹‹‹‹‹‹‹‹‹‹‹‹‹‹‹‹‹‹‹‹‹‹‹‹‹‹‹‹‹‹‹‹‹‹‹‹‹‹‹‹‹‹‹‹‹‹‹‹‹‹‹‹‹‹‹‹‹‹‹‹‹‹‹‹ [157, 674, 1041, 684]
gtex-tissue-bar[interactable] [197, 1119, 202, 1172]
gencode-gene-label[interactable]: HDAC5 [112, 240, 153, 254]
alignment-base: A [274, 1349, 283, 1363]
gtex-tissue-bar[interactable] [387, 1125, 392, 1172]
gencode-strand-arrows: ‹‹‹‹‹‹‹‹‹‹‹‹‹‹‹‹‹‹‹‹‹‹‹‹‹‹‹‹‹‹‹‹‹‹‹‹‹‹‹‹‹‹‹‹‹‹‹‹‹‹‹‹‹‹‹‹‹‹‹‹‹‹‹‹‹‹‹‹‹‹‹‹‹‹‹‹‹‹‹‹‹‹‹‹‹‹‹‹‹‹‹‹‹‹‹‹‹‹‹‹‹‹‹‹‹‹‹‹‹‹‹‹‹‹‹‹‹‹‹‹‹‹‹‹‹‹‹‹‹‹‹‹‹‹‹‹‹‹‹‹‹‹‹‹‹‹‹‹‹‹‹‹‹‹‹‹‹‹‹‹‹‹‹‹‹‹‹‹‹‹‹‹‹‹‹‹‹‹‹‹‹‹‹‹‹‹‹‹‹‹‹‹‹‹‹‹‹‹‹‹ [157, 706, 1041, 716]
alignment-base: C [522, 1379, 532, 1393]
omim-label[interactable]: OMIM Genes [81, 1053, 153, 1067]
alignment-base: = [920, 1409, 928, 1423]
alignment-base: T [374, 1349, 382, 1363]
gencode-gene-label[interactable]: HDAC5 [112, 736, 153, 750]
gencode-gene-label[interactable]: HDAC5 [112, 144, 153, 158]
gtex-tissue-bar[interactable] [312, 1119, 317, 1172]
phylop-score-glyph [162, 1256, 198, 1261]
gencode-gene-label[interactable]: HDAC5 [112, 752, 153, 766]
gtex-tissue-bar[interactable] [435, 1131, 440, 1172]
alignment-base: G [869, 1349, 879, 1363]
gencode-gene-label[interactable]: HDAC5 [112, 688, 153, 702]
gtex-tissue-bar[interactable] [176, 1119, 181, 1172]
alignment-base: G [671, 1334, 681, 1348]
gtex-tissue-bar[interactable] [299, 1124, 304, 1172]
gencode-gene-label[interactable]: HDAC5 [112, 912, 153, 926]
gencode-gene-label[interactable]: HDAC5 [112, 112, 153, 126]
alignment-base: C [572, 1349, 581, 1363]
assembly-title: Human Feb. 2009 (GRCh37/hg19) [342, 1, 527, 15]
scale-db: hg19 [686, 17, 713, 31]
gencode-gene-label[interactable]: HDAC5 [112, 528, 153, 542]
gtex-tissue-bar[interactable] [333, 1126, 338, 1172]
gtex-baseline [155, 1172, 950, 1173]
phylop-score-glyph [707, 1256, 743, 1261]
gencode-strand-arrows: ‹‹‹‹‹‹‹‹‹‹‹‹‹‹‹‹‹‹‹‹‹‹‹‹‹‹‹‹‹‹‹‹‹‹‹‹‹‹‹‹‹‹‹‹‹‹‹‹‹‹‹‹‹‹‹‹‹‹‹‹‹‹‹‹‹‹‹‹‹‹‹‹‹‹‹‹‹‹‹‹‹‹‹‹‹‹‹‹‹‹‹‹‹‹‹‹‹‹‹‹‹‹‹‹‹‹‹‹‹‹‹‹‹‹‹‹‹‹‹‹‹‹‹‹‹‹‹‹‹‹‹‹‹‹‹‹‹‹‹‹‹‹‹‹‹‹‹‹‹‹‹‹‹‹‹‹‹‹‹‹‹‹‹‹‹‹‹‹‹‹‹‹‹‹‹‹‹‹‹‹‹‹‹‹‹‹‹‹‹‹‹‹‹‹‹‹‹‹‹‹ [157, 722, 1041, 732]
gtex-tissue-bar[interactable] [319, 1131, 324, 1172]
alignment-base: T [374, 1334, 382, 1348]
scale-text: 5 bases [380, 17, 423, 31]
alignment-base: = [721, 1409, 729, 1423]
gencode-strand-arrows: ‹‹‹‹‹‹‹‹‹‹‹‹‹‹‹‹‹‹‹‹‹‹‹‹‹‹‹‹‹‹‹‹‹‹‹‹‹‹‹‹‹‹‹‹‹‹‹‹‹‹‹‹‹‹‹‹‹‹‹‹‹‹‹‹‹‹‹‹‹‹‹‹‹‹‹‹‹‹‹‹‹‹‹‹‹‹‹‹‹‹‹‹‹‹‹‹‹‹‹‹‹‹‹‹‹‹‹‹‹‹‹‹‹‹‹‹‹‹‹‹‹‹‹‹‹‹‹‹‹‹‹‹‹‹‹‹‹‹‹‹‹‹‹‹‹‹‹‹‹‹‹‹‹‹‹‹‹‹‹‹‹‹‹‹‹‹‹‹‹‹‹‹‹‹‹‹‹‹‹‹‹‹‹‹‹‹‹‹‹‹‹‹‹‹‹‹‹‹‹‹ [157, 498, 1041, 508]
alignment-base: C [522, 1334, 532, 1348]
gtex-tissue-bar[interactable] [428, 1124, 433, 1172]
gtex-tissue-bar[interactable] [251, 1118, 256, 1172]
gencode-gene-label[interactable]: HDAC5 [112, 432, 153, 446]
gtex-tissue-bar[interactable] [496, 1131, 501, 1172]
gencode-title[interactable]: GENCODE V49lift37 (2 items filtered out) [442, 66, 663, 80]
phylop-title: 100 vertebrates Basewise Conservation by PhyloP [417, 1224, 688, 1238]
gtex-tissue-bar[interactable] [360, 1127, 365, 1172]
sequence-base: G [671, 49, 681, 63]
phylop-score-glyph [459, 1256, 495, 1261]
gtex-tissue-bar[interactable] [380, 1121, 385, 1172]
gtex-tissue-bar[interactable] [238, 1116, 243, 1172]
alignment-base: C [225, 1334, 234, 1348]
gencode-gene-label[interactable]: HDAC5 [112, 208, 153, 222]
alignment-base: - [872, 1379, 877, 1393]
multiz-species-dog[interactable]: Dog [130, 1364, 153, 1378]
gtex-tissue-bar[interactable] [224, 1119, 229, 1172]
sequence-base: C [820, 49, 829, 63]
gencode-strand-arrows: ‹‹‹‹‹‹‹‹‹‹‹‹‹‹‹‹‹‹‹‹‹‹‹‹‹‹‹‹‹‹‹‹‹‹‹‹‹‹‹‹‹‹‹‹‹‹‹‹‹‹‹‹‹‹‹‹‹‹‹‹‹‹‹‹‹‹‹‹‹‹‹‹‹‹‹‹‹‹‹‹‹‹‹‹‹‹‹‹‹‹‹‹‹‹‹‹‹‹‹‹‹‹‹‹‹‹‹‹‹‹‹‹‹‹‹‹‹‹‹‹‹‹‹‹‹‹‹‹‹‹‹‹‹‹‹‹‹‹‹‹‹‹‹‹‹‹‹‹‹‹‹‹‹‹‹‹‹‹‹‹‹‹‹‹‹‹‹‹‹‹‹‹‹‹‹‹‹‹‹‹‹‹‹‹‹‹‹‹‹‹‹‹‹‹‹‹‹‹‹‹ [157, 98, 1041, 108]
gencode-gene-label[interactable]: HDAC5 [112, 304, 153, 318]
gencode-gene-label[interactable]: HDAC5 [112, 640, 153, 654]
multiz-species-x_tropicalis[interactable]: X_tropicalis [90, 1409, 153, 1423]
gtex-tissue-bar[interactable] [163, 1129, 168, 1172]
phylop-score-glyph [261, 1256, 297, 1261]
gencode-gene-label[interactable]: HDAC5 [112, 272, 153, 286]
gtex-tissue-bar[interactable] [183, 1124, 188, 1172]
gtex-tissue-bar[interactable] [414, 1136, 419, 1172]
dbsnp-title: Short Genetic Variants from dbSNP release 155 [435, 1072, 670, 1084]
alignment-base: A [721, 1379, 730, 1393]
alignment-base: T [424, 1349, 432, 1363]
phylop-label[interactable]: 100 Vert. Cons [13, 1248, 93, 1262]
gencode-strand-arrows: ‹‹‹‹‹‹‹‹‹‹‹‹‹‹‹‹‹‹‹‹‹‹‹‹‹‹‹‹‹‹‹‹‹‹‹‹‹‹‹‹‹‹‹‹‹‹‹‹‹‹‹‹‹‹‹‹‹‹‹‹‹‹‹‹‹‹‹‹‹‹‹‹‹‹‹‹‹‹‹‹‹‹‹‹‹‹‹‹‹‹‹‹‹‹‹‹‹‹‹‹‹‹‹‹‹‹‹‹‹‹‹‹‹‹‹‹‹‹‹‹‹‹‹‹‹‹‹‹‹‹‹‹‹‹‹‹‹‹‹‹‹‹‹‹‹‹‹‹‹‹‹‹‹‹‹‹‹‹‹‹‹‹‹‹‹‹‹‹‹‹‹‹‹‹‹‹‹‹‹‹‹‹‹‹‹‹‹‹‹‹‹‹‹‹‹‹‹‹‹‹ [157, 802, 1041, 812]
gencode-gene-label[interactable]: HDAC5 [112, 624, 153, 638]
sequence-base: A [721, 49, 730, 63]
gencode-strand-arrows: ‹‹‹‹‹‹‹‹‹‹‹‹‹‹‹‹‹‹‹‹‹‹‹‹‹‹‹‹‹‹‹‹‹‹‹‹‹‹‹‹‹‹‹‹‹‹‹‹‹‹‹‹‹‹‹‹‹‹‹‹‹‹‹‹‹‹‹‹‹‹‹‹‹‹‹‹‹‹‹‹‹‹‹‹‹‹‹‹‹‹‹‹‹‹‹‹‹‹‹‹‹‹‹‹‹‹‹‹‹‹‹‹‹‹‹‹‹‹‹‹‹‹‹‹‹‹‹‹‹‹‹‹‹‹‹‹‹‹‹‹‹‹‹‹‹‹‹‹‹‹‹‹‹‹‹‹‹‹‹‹‹‹‹‹‹‹‹‹‹‹‹‹‹‹‹‹‹‹‹‹‹‹‹‹‹‹‹‹‹‹‹‹‹‹‹‹‹‹‹‹ [157, 786, 1041, 796]
alignment-base: C [225, 1349, 234, 1363]
gtex-tissue-bar[interactable] [503, 1129, 508, 1172]
alignment-base: = [771, 1409, 779, 1423]
gtex-tissue-bar[interactable] [340, 1121, 345, 1172]
gencode-gene-label[interactable]: HDAC5 [112, 864, 153, 878]
alignment-base: T [374, 1319, 382, 1333]
alignment-base: = [573, 1409, 581, 1423]
gencode-gene-label[interactable]: HDAC5 [112, 384, 153, 398]
alignment-base: A [721, 1319, 730, 1333]
gencode-strand-arrows: ‹‹‹‹‹‹‹‹‹‹‹‹‹‹‹‹‹‹‹‹‹‹‹‹‹‹‹‹‹‹‹‹‹‹‹‹‹‹‹‹‹‹‹‹‹‹‹‹‹‹‹‹‹‹‹‹‹‹‹‹‹‹‹‹‹‹‹‹‹‹‹‹‹‹‹‹‹‹‹‹‹‹‹‹‹‹‹‹‹‹‹‹‹‹‹‹‹‹‹‹‹‹‹‹‹‹‹‹‹‹‹‹‹‹‹‹‹‹‹‹‹‹‹‹‹‹‹‹‹‹‹‹‹‹‹‹‹‹‹‹‹‹‹‹‹‹‹‹‹‹‹‹‹‹‹‹‹‹‹‹‹‹‹‹‹‹‹‹‹‹‹‹‹‹‹‹‹‹‹‹‹‹‹‹‹‹‹‹‹‹‹‹‹‹‹‹‹‹‹‹ [157, 626, 1041, 636]
tick-mark [701, 34, 702, 47]
gencode-strand-arrows: ‹‹‹‹‹‹‹‹‹‹‹‹‹‹‹‹‹‹‹‹‹‹‹‹‹‹‹‹‹‹‹‹‹‹‹‹‹‹‹‹‹‹‹‹‹‹‹‹‹‹‹‹‹‹‹‹‹‹‹‹‹‹‹‹‹‹‹‹‹‹‹‹‹‹‹‹‹‹‹‹‹‹‹‹‹‹‹‹‹‹‹‹‹‹‹‹‹‹‹‹‹‹‹‹‹‹‹‹‹‹‹‹‹‹‹‹‹‹‹‹‹‹‹‹‹‹‹‹‹‹‹‹‹‹‹‹‹‹‹‹‹‹‹‹‹‹‹‹‹‹‹‹‹‹‹‹‹‹‹‹‹‹‹‹‹‹‹‹‹‹‹‹‹‹‹‹‹‹‹‹‹‹‹‹‹‹‹‹‹‹‹‹‹‹‹‹‹‹‹‹ [157, 690, 1041, 700]
alignment-base: - [921, 1379, 926, 1393]
alignment-base: G [175, 1334, 185, 1348]
gencode-gene-label[interactable]: HDAC5 [112, 896, 153, 910]
